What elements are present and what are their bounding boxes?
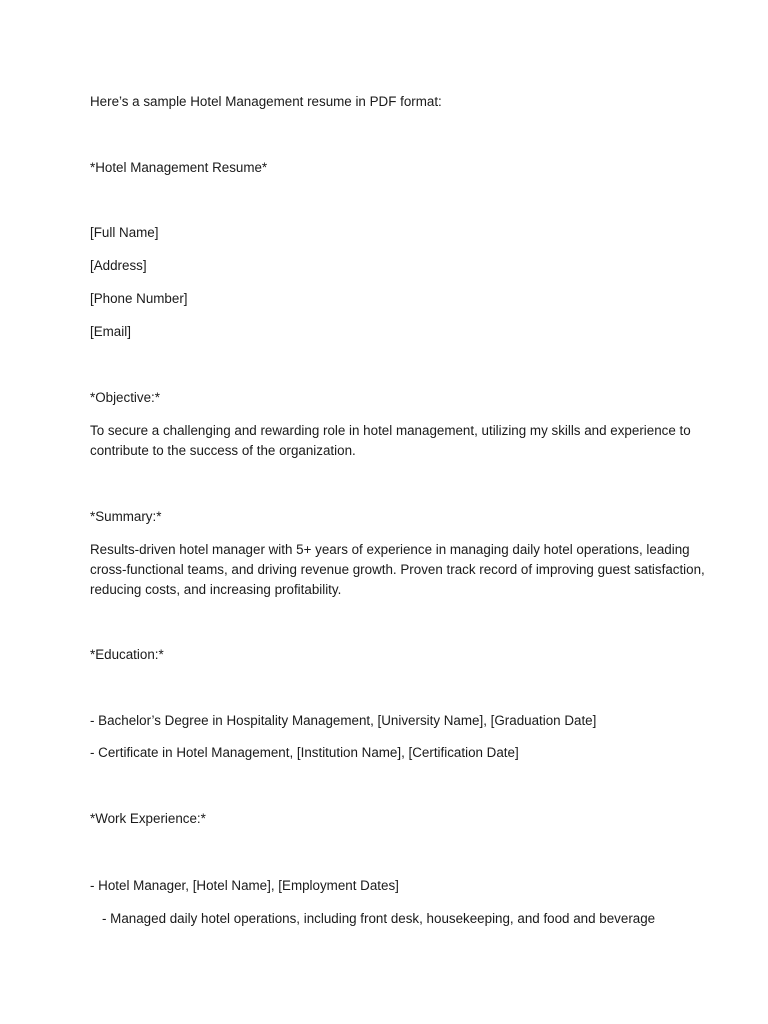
summary-line: Results-driven hotel manager with 5+ years of experience in managing daily hotel operations, leading bbox=[90, 542, 690, 557]
objective-heading: *Objective:* bbox=[90, 390, 160, 405]
education-heading: *Education:* bbox=[90, 647, 164, 662]
contact-full-name: [Full Name] bbox=[90, 225, 159, 240]
contact-phone: [Phone Number] bbox=[90, 291, 188, 306]
work-experience-job: - Hotel Manager, [Hotel Name], [Employment Dates] bbox=[90, 878, 399, 893]
objective-line: contribute to the success of the organization. bbox=[90, 443, 356, 458]
education-item: - Certificate in Hotel Management, [Institution Name], [Certification Date] bbox=[90, 745, 519, 760]
objective-paragraph bbox=[90, 421, 690, 461]
contact-email: [Email] bbox=[90, 324, 131, 339]
summary-line: reducing costs, and increasing profitability. bbox=[90, 582, 342, 597]
contact-address: [Address] bbox=[90, 258, 147, 273]
document-title: *Hotel Management Resume* bbox=[90, 160, 268, 175]
work-experience-heading: *Work Experience:* bbox=[90, 811, 206, 826]
education-item: - Bachelor’s Degree in Hospitality Management, [University Name], [Graduation Date] bbox=[90, 713, 597, 728]
summary-paragraph bbox=[90, 540, 705, 600]
summary-heading: *Summary:* bbox=[90, 509, 162, 524]
intro-text: Here’s a sample Hotel Management resume in PDF format: bbox=[90, 94, 442, 109]
summary-line: cross-functional teams, and driving revenue growth. Proven track record of improving guest satisfaction, bbox=[90, 562, 705, 577]
work-experience-duty: - Managed daily hotel operations, including front desk, housekeeping, and food and beverage bbox=[102, 911, 656, 926]
objective-line: To secure a challenging and rewarding role in hotel management, utilizing my skills and experience to bbox=[90, 423, 691, 438]
